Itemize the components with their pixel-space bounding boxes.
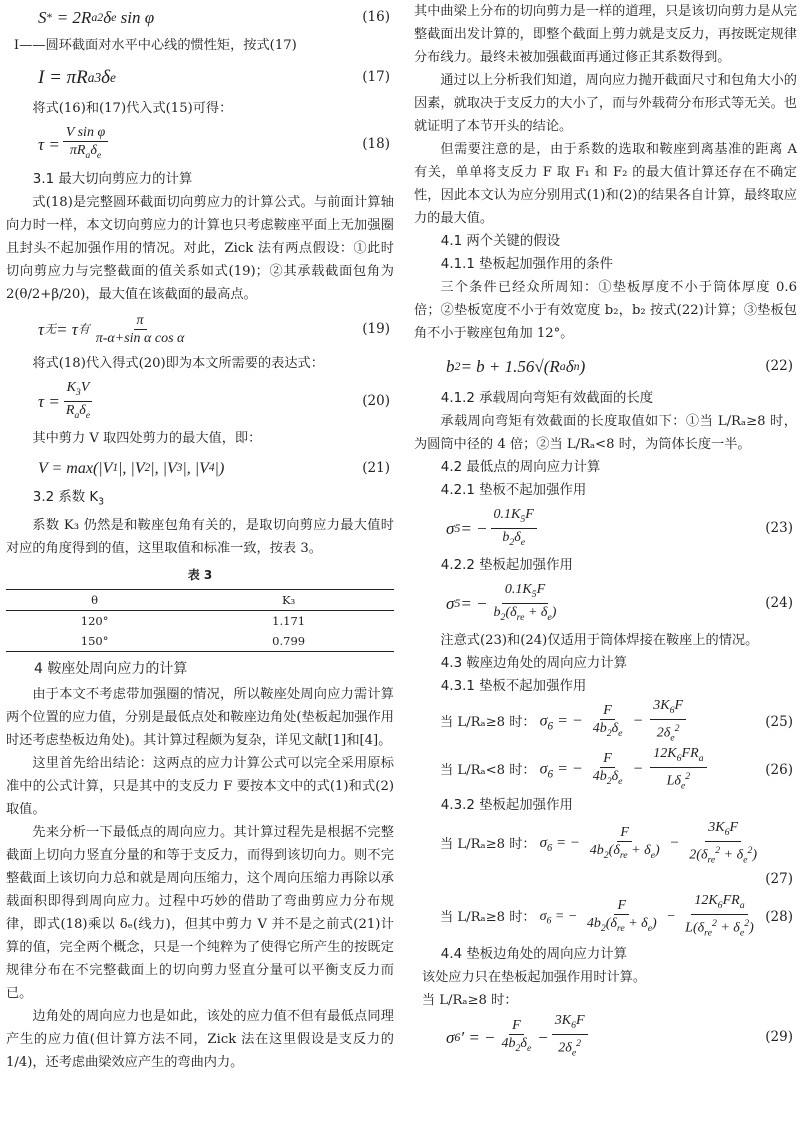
equation-29: σ 6 ′ = − $\frac{F}{4b_2\delta_e}$ − $\frac{3K_6F}{2\delta_e^2}$ (29) — [414, 1012, 797, 1062]
section-heading: 4.2.1 垫板不起加强作用 — [440, 483, 587, 498]
paragraph: 其中曲梁上分布的切向剪力是一样的道理，只是该切向剪力是从完整截面出发计算的，即整个截面上剪力就是支反力，再按既定规律分布线力。最终未被加强截面再通过修正其系数得到。 — [414, 4, 797, 65]
equation-number: (20) — [362, 392, 390, 409]
table-cell: 0.799 — [272, 633, 306, 648]
section-heading: 4.2.2 垫板起加强作用 — [440, 558, 573, 573]
section-heading: 4.3 鞍座边角处的周向应力计算 — [440, 656, 628, 671]
table-row — [6, 631, 394, 652]
section-heading: 4 鞍座处周向应力的计算 — [34, 660, 188, 677]
equation-number: (22) — [765, 357, 793, 374]
equation-number: (21) — [362, 459, 390, 476]
paragraph: 系数 K₃ 仍然是和鞍座包角有关的，是取切向剪应力最大值时对应的角度得到的值，这里取值和标准一致，按表 3。 — [6, 517, 394, 556]
section-heading: 4.3.2 垫板起加强作用 — [440, 798, 573, 813]
equation-17: I = πR a 3 δ e (17) — [6, 57, 394, 97]
paragraph: 这里首先给出结论：这两点的应力计算公式可以完全采用原标准中的公式计算，只是其中的支反力 F 要按本文中的式(1)和式(2)取值。 — [6, 755, 394, 817]
equation-number: (29) — [765, 1028, 793, 1045]
table-cell: 120° — [80, 613, 109, 628]
equation-25: 当 L/Rₐ≥8 时： $\sigma_6$ = − $\frac{F}{4b_2\delta_e}$ − $\frac{3K_6F}{2\delta_e^2}$ (25) — [414, 698, 797, 746]
table-cell: 150° — [80, 633, 109, 648]
paragraph: 注意式(23)和(24)仅适用于筒体焊接在鞍座上的情况。 — [440, 633, 759, 648]
condition-label: 当 L/Rₐ<8 时： — [440, 762, 536, 778]
heading-text: 3.2 系数 K — [32, 490, 99, 505]
condition-label: 当 L/Rₐ≥8 时： — [440, 909, 536, 925]
paragraph: 先来分析一下最低点的周向应力。其计算过程先是根据不完整截面上切向力竖直分量的和等于支反力，而得到该切向力。则不完整截面上该切向力总和就是周向压缩力，这个周向压缩力再除以承载面积即得到周向应力。过程中巧妙的借助了弯曲剪应力分布规律，即式(18)乘以 δₑ(线力)，但其中剪力 V 并不是之前式(21)计算的值，完全两个概念，只是一个纯粹为了使得它所产生的按既定规律分布在不完整截面上的切向剪力竖直分量可以平衡支反力而已。 — [6, 824, 394, 1001]
equation-number: (19) — [362, 320, 390, 337]
table-cell: 1.171 — [272, 613, 306, 628]
equation-20: τ = $\frac{K_3V}{R_a\delta_e}$ (20) — [6, 375, 394, 427]
heading-subscript: 3 — [98, 496, 105, 508]
equation-number: (17) — [362, 68, 390, 85]
equation-number: (25) — [765, 713, 793, 730]
table-header-cell: K₃ — [282, 592, 296, 607]
equation-18: τ = $\frac{\text{V sin φ}}{\pi R_a\delta_e}$ (18) — [6, 120, 394, 168]
table-title: 表 3 — [187, 567, 213, 582]
section-heading: 3.1 最大切向剪应力的计算 — [32, 172, 193, 187]
table-header-row — [6, 589, 394, 610]
paragraph: 将式(16)和(17)代入式(15)可得： — [32, 101, 233, 116]
equation-28: 当 L/Rₐ≥8 时： $\sigma_6$ = − $\frac{F}{4b_2(\delta_{re} + \delta_e)}$ − $\frac{12K_6FR_a}{L(\delta_{re}^2 + \delta_e^2)}$ (28) — [414, 891, 797, 943]
section-heading — [6, 486, 394, 514]
condition-label: 当 L/Rₐ≥8 时： — [440, 836, 536, 852]
paragraph: 将式(18)代入得式(20)即为本文所需要的表达式： — [32, 356, 324, 371]
equation-16: S * = 2R a 2 δ e sin φ (16) — [6, 0, 394, 34]
paragraph: 三个条件已经众所周知：①垫板厚度不小于筒体厚度 0.6 倍；②垫板宽度不小于有效宽度 b₂，b₂ 按式(22)计算；③垫板包角不小于鞍座包角加 12°。 — [414, 280, 797, 341]
paragraph: 其中剪力 V 取四处剪力的最大值，即： — [32, 431, 262, 446]
paragraph: 式(18)是完整圆环截面切向剪应力的计算公式。与前面计算轴向力时一样，本文切向剪应力的计算也只考虑鞍座平面上无加强圈且封头不起加强作用的情况。对此，Zick 法有两点假设：①此时切向剪应力与完整截面的值关系如式(19)；②其承载截面包角为 2(θ/2+β/20)，最大值在该截面的最高点。 — [6, 195, 394, 302]
equation-number: (28) — [765, 908, 793, 925]
paragraph: 通过以上分析我们知道，周向应力抛开截面尺寸和包角大小的因素，就取决于支反力的大小了，而与外载荷分布形式等无关。也就证明了本节开头的结论。 — [414, 73, 797, 134]
paragraph: 但需要注意的是，由于系数的选取和鞍座到离基准的距离 A 有关，单单将支反力 F 取 F₁ 和 F₂ 的最大值计算还存在不确定性，因此本文认为应分别用式(1)和(2)的结果各自计算，最终取应力的最大值。 — [414, 142, 797, 226]
equation-number: (16) — [362, 8, 390, 25]
paragraph: 当 L/Rₐ≥8 时： — [421, 993, 518, 1008]
equation-number: (27) — [765, 871, 793, 887]
paragraph: 该处应力只在垫板起加强作用时计算。 — [421, 970, 647, 985]
section-heading: 4.3.1 垫板不起加强作用 — [440, 679, 587, 694]
equation-27: 当 L/Rₐ≥8 时： $\sigma_6$ = − $\frac{F}{4b_2(\delta_{re} + \delta_e)}$ − $\frac{3K_6F}{2(\delta_{re}^2 + \delta_e^2)}$ (27) — [414, 817, 797, 891]
paragraph: 承载周向弯矩有效截面的长度取值如下：①当 L/Rₐ≥8 时，为圆筒中径的 4 倍；②当 L/Rₐ<8 时，为筒体长度一半。 — [414, 414, 797, 452]
section-heading: 4.1 两个关键的假设 — [440, 234, 561, 249]
table-3 — [6, 589, 394, 652]
equation-24: σ 5 = − $\frac{0.1K_5F}{b_2(\delta_{re} + \delta_e)}$ (24) — [414, 577, 797, 629]
condition-label: 当 L/Rₐ≥8 时： — [440, 714, 536, 730]
equation-19: τ 无 = τ 有 $\frac{\pi}{\text{π-α+sin α cos α}}$ (19) — [6, 306, 394, 352]
section-heading: 4.1.2 承载周向弯矩有效截面的长度 — [440, 391, 654, 406]
equation-22: b 2 = b + 1.56√(R a δ n ) (22) — [414, 345, 797, 387]
table-row — [6, 610, 394, 631]
equation-26: 当 L/Rₐ<8 时： $\sigma_6$ = − $\frac{F}{4b_2\delta_e}$ − $\frac{12K_6FR_a}{L\delta_e^2}$ (26) — [414, 746, 797, 794]
paragraph: I——圆环截面对水平中心线的惯性矩，按式(17) — [13, 38, 297, 53]
paragraph: 由于本文不考虑带加强圈的情况，所以鞍座处周向应力需计算两个位置的应力值，分别是最低点处和鞍座边角处(垫板起加强作用时还考虑垫板边角处)。其计算过程颇为复杂，详见文献[1]和[4]。 — [6, 686, 394, 748]
equation-number: (24) — [765, 594, 793, 611]
equation-number: (26) — [765, 761, 793, 778]
equation-23: σ 5 = − $\frac{0.1K_5F}{b_2\delta_e}$ (23) — [414, 502, 797, 554]
right-column — [414, 0, 797, 1062]
equation-number: (23) — [765, 519, 793, 536]
equation-number: (18) — [362, 135, 390, 152]
section-heading: 4.2 最低点的周向应力计算 — [440, 460, 601, 475]
equation-21: V = max(|V 1 |, |V 2 |, |V 3 |, |V 4 |) (21) — [6, 450, 394, 486]
paragraph: 边角处的周向应力也是如此，该处的应力值不但有最低点同理产生的应力值(但计算方法不同，Zick 法在这里假设是支反力的 1/4)，还考虑曲梁效应产生的弯曲内力。 — [6, 1008, 394, 1070]
section-heading: 4.1.1 垫板起加强作用的条件 — [440, 257, 614, 272]
table-header-cell: θ — [91, 592, 99, 607]
section-heading: 4.4 垫板边角处的周向应力计算 — [440, 947, 628, 962]
left-column — [6, 0, 394, 1074]
